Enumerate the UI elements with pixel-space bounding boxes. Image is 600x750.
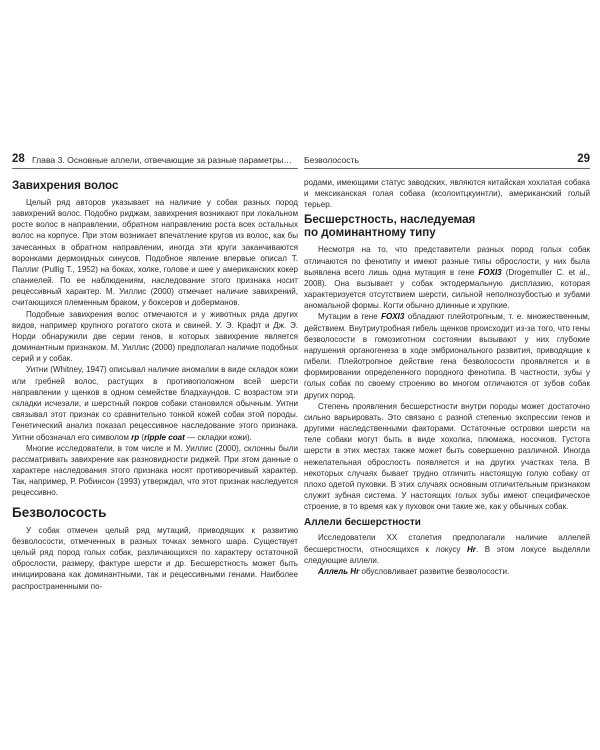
paragraph: Подобные завихрения волос отмечаются и у животных ряда других видов, например крупного рогатого скота и свиней. У. Э. Крафт и Дж. Э. Норди обнаружили две серии генов, в которых завихрение является доминантным признаком. М. Уиллис (2000) предполагал наличие подобных серий и у собак.: [12, 309, 298, 364]
gene-symbol-name: ripple coat: [144, 432, 185, 442]
gene-symbol: rp: [131, 432, 140, 442]
text: — складки кожи).: [184, 432, 252, 442]
text: Мутации в гене: [318, 312, 382, 322]
section-heading-hairlessness: Безволосость: [12, 504, 107, 520]
left-page-running-title: Глава 3. Основные аллели, отвечающие за разные параметры…: [32, 155, 292, 165]
text: (Drogemuller C. et al., 2008). Она вызывает у собак эктодермальную дисплазию, которая характеризуется отсутствием шерсти, сильной неполнозубостью и зубами аномальной формы. Когти обычно длинные и хрупкие.: [304, 267, 590, 311]
right-page-number: 29: [577, 153, 590, 165]
paragraph: У собак отмечен целый ряд мутаций, приводящих к развитию безволосости, отмеченных в разных точках земного шара. Существует целый ряд пород голых собак, различающихся по характеру остаточной оброслости, размеру, фактуре шерсти и др. Бесшерстность может быть инициирована как доминантными, так и рецессивными генами. Наиболее распространенными по-: [12, 525, 298, 591]
heading-line: по доминантному типу: [304, 226, 436, 240]
text: Уитни (Whitney, 1947) описывал наличие аномалии в виде складок кожи или гребней волос, растущих в противоположном всей шерсти направлении у щенков в одном семействе бладхаундов. С возрастом эти складки исчезали, и шерстный покров собаки становился обычным. Уитни связывал этот признак со сравнительно тонкой кожей собак этой породы. Генетический анализ показал рецессивное наследование этого признака. Уитни обозначал его символом: [12, 365, 298, 442]
paragraph: [304, 311, 590, 400]
section-heading-dominant-hairlessness: [304, 213, 590, 241]
gene-name: FOXI3: [381, 312, 405, 322]
paragraph: [304, 244, 590, 311]
text: Исследователи XX столетия предполагали наличие аллелей бесшерстности, относящихся к локусу: [304, 533, 590, 554]
text: Несмотря на то, что представители разных пород голых собак отличаются по фенотипу и имеют разные типы оброслости, у них была выявлена всего лишь одна мутация в гене: [304, 245, 590, 277]
paragraph: Целый ряд авторов указывает на наличие у собак разных пород завихрений волос. Подобно риджам, завихрения возникают при локальном росте волос в направлении, обратном направлению роста всех остальных волос на корпусе. При этом возникает впечатление кругов из волос, как бы зачесанных в обратном направлении, иногда эти круги заканчиваются воронками дермоидных синусов. Подобное явление впервые описал Т. Паллиг (Pullig T., 1952) на боках, холке, голове и шее у американских кокер спаниелей. По ее наблюдениям, наследование этого признака носит рецессивный характер. М. Уиллис (2000) отмечает наличие завихрений, считающихся племенным браком, у боксеров и доберманов.: [12, 197, 298, 308]
section-heading-hair-whorls: Завихрения волос: [12, 179, 119, 192]
text: (: [139, 432, 145, 442]
gene-name: FOXI3: [478, 267, 502, 277]
paragraph: [12, 364, 298, 442]
left-page-content: [12, 169, 298, 592]
paragraph: Степень проявления бесшерстности внутри породы может достаточно сильно варьировать. Это связано с разной степенью экспрессии генов и другими наследственными факторами. Остаточные островки шерсти на теле собаки могут быть в виде хохолка, плюмажа, носочков. Густота шерсти в этих местах также может быть совершенно различной. Иногда нежелательная оброслость появляется и на других участках тела. В некоторых случаях бывает трудно отличить настоящую голую собаку от плохо одетой пуховки. В этих случаях основным отличительным признаком служит зубная система. У настоящих голых зубы имеют специфическое строение, в то время как у пуховок они такие же, как у обычных собак.: [304, 401, 590, 512]
text: . В этом локусе выделяли следующие аллели.: [304, 544, 590, 565]
paragraph: [304, 532, 590, 566]
right-page-header: [304, 150, 590, 169]
heading-line: Бесшерстность, наследуемая: [304, 212, 476, 226]
paragraph: Многие исследователи, в том числе и М. Уиллис (2000), склонны были рассматривать завихрение как разновидности риджей. При этом данные о характере наследования этого признака носят противоречивый характер. Так, например, Р. Робинсон (1993) утверждал, что этот признак наследуется рецессивно.: [12, 443, 298, 498]
left-page-header: [12, 150, 298, 169]
right-page-content: [304, 169, 590, 577]
right-page-running-title: Безволосость: [304, 155, 360, 165]
text: обусловливает развитие безволосости.: [359, 566, 510, 576]
allele-label: Аллель Hr: [318, 566, 360, 576]
paragraph: [304, 566, 590, 577]
section-heading-hairless-alleles: Аллели бесшерстности: [304, 517, 421, 529]
text: обладают плейотропным, т. е. множественным, действием. Внутриутробная гибель щенков происходит из-за того, что гены безволосости в гомозиготном состоянии вызывают у них глубокие нарушения органогенеза в ходе эмбрионального развития, приводящие к гибели. Плейотропное действие гена безволосости проявляется и в формировании определенного породного фенотипа. В частности, зубы у голых собак по своему строению во многом отличаются от зубов собак других пород.: [304, 312, 590, 400]
left-page-number: 28: [12, 153, 25, 165]
right-page: [304, 150, 590, 577]
locus-name: Hr: [466, 544, 476, 554]
paragraph-continuation: родами, имеющими статус заводских, являются китайская хохлатая собака и мексиканская голая собака (ксолоитцкуинтли), американский голый терьер.: [304, 178, 590, 210]
left-page: [12, 150, 298, 592]
